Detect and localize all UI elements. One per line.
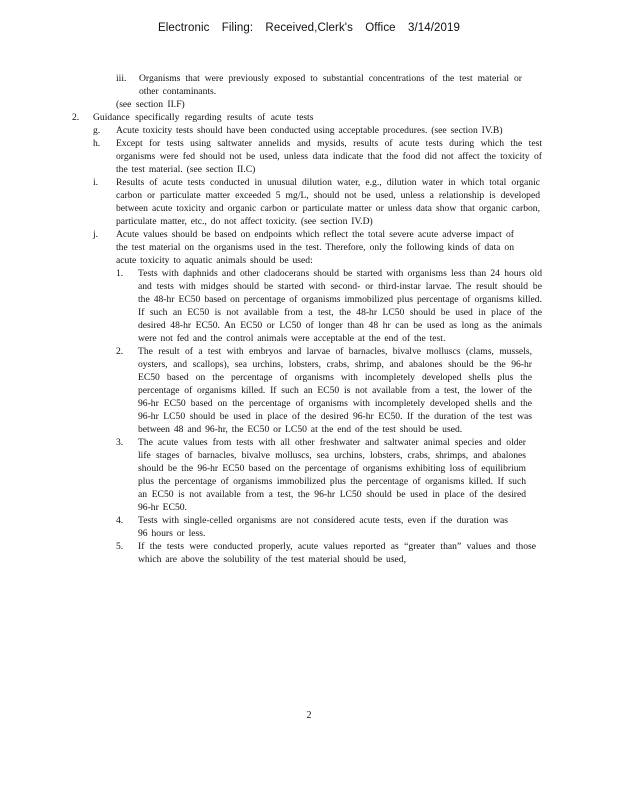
item-j-text: Acute values should be based on endpoints which reflect the total severe acute adverse impact of the test material on the organisms used in the test. Therefore, only the following kinds of data on acute toxicity to aquatic animals should be used: <box>116 229 514 266</box>
item-i-text: Results of acute tests conducted in unusual dilution water, e.g., dilution water in which total organic carbon or particulate matter exceeded 5 mg/L, should not be used, unless a relationship is developed between acute toxicity and organic carbon or particulate matter or unless data show that organic carbon, particulate matter, etc., do not affect toxicity. (see section IV.D) <box>116 177 540 227</box>
list-item-4-marker: 4. <box>116 515 124 526</box>
list-item-2 <box>0 345 618 436</box>
item-iii-marker: iii. <box>116 73 127 84</box>
list-item-4 <box>0 514 618 540</box>
list-item-3-text: The acute values from tests with all other freshwater and saltwater animal species and older life stages of barnacles, bivalve molluscs, sea urchins, lobsters, crabs, shrimps, and abalones should be the 96-hr EC50 based on the percentage of organisms exhibiting loss of equilibrium plus the percentage of organisms immobilized plus the percentage of organisms killed. If such an EC50 is not available from a test, the 96-hr LC50 should be used in place of the desired 96-hr EC50. <box>138 437 526 513</box>
item-iii <box>0 72 618 98</box>
list-item-5-text: If the tests were conducted properly, acute values reported as “greater than” values and those which are above the solubility of the test material should be used, <box>138 541 536 565</box>
list-item-2-text: The result of a test with embryos and larvae of barnacles, bivalve molluscs (clams, mussels, oysters, and scallops), sea urchins, lobsters, crabs, shrimp, and abalones should be the 96-hr EC50 based on the percentage of organisms with incompletely developed shells plus the percentage of organisms killed. If such an EC50 is not available from a test, the lower of the 96-hr EC50 based on the percentage of organisms with incompletely developed shells and the 96-hr LC50 should be used in place of the desired 96-hr EC50. If the duration of the test was between 48 and 96-hr, the EC50 or LC50 at the end of the test should be used. <box>138 346 532 435</box>
see-section-IIF <box>0 98 618 111</box>
list-item-1 <box>0 267 618 345</box>
see-section-IIF-text: (see section II.F) <box>116 99 185 110</box>
list-item-3 <box>0 436 618 514</box>
item-h-marker: h. <box>93 138 101 149</box>
list-item-3-marker: 3. <box>116 437 124 448</box>
item-2-marker: 2. <box>72 112 80 123</box>
list-item-2-marker: 2. <box>116 346 124 357</box>
item-2 <box>0 111 618 124</box>
filing-header: Electronic Filing: Received,Clerk's Office 3/14/2019 <box>157 22 461 34</box>
list-item-5-marker: 5. <box>116 541 124 552</box>
item-j-marker: j. <box>93 229 99 240</box>
list-item-1-marker: 1. <box>116 268 124 279</box>
list-item-5 <box>0 540 618 566</box>
list-item-1-text: Tests with daphnids and other cladocerans should be started with organisms less than 24 hours old and tests with midges should be started with second- or third-instar larvae. The result should be the 48-hr EC50 based on percentage of organisms immobilized plus percentage of organisms killed. If such an EC50 is not available from a test, the 48-hr LC50 should be used in place of the desired 48-hr EC50. An EC50 or LC50 of longer than 48 hr can be used as long as the animals were not fed and the control animals were acceptable at the end of the test. <box>138 268 542 344</box>
list-item-4-text: Tests with single-celled organisms are not considered acute tests, even if the duration was 96 hours or less. <box>138 515 508 539</box>
item-h-text: Except for tests using saltwater annelids and mysids, results of acute tests during which the test organisms were fed should not be used, unless data indicate that the food did not affect the toxicity of the test material. (see section II.C) <box>116 138 542 175</box>
item-h <box>0 137 618 176</box>
item-g <box>0 124 618 137</box>
item-2-text: Guidance specifically regarding results of acute tests <box>93 112 314 123</box>
document-body <box>0 72 618 566</box>
item-i <box>0 176 618 228</box>
item-g-text: Acute toxicity tests should have been conducted using acceptable procedures. (see section IV.B) <box>116 125 503 136</box>
page-number: 2 <box>306 710 312 721</box>
item-i-marker: i. <box>93 177 99 188</box>
item-iii-text: Organisms that were previously exposed to substantial concentrations of the test material or other contaminants. <box>139 73 522 97</box>
item-j <box>0 228 618 267</box>
item-g-marker: g. <box>93 125 101 136</box>
